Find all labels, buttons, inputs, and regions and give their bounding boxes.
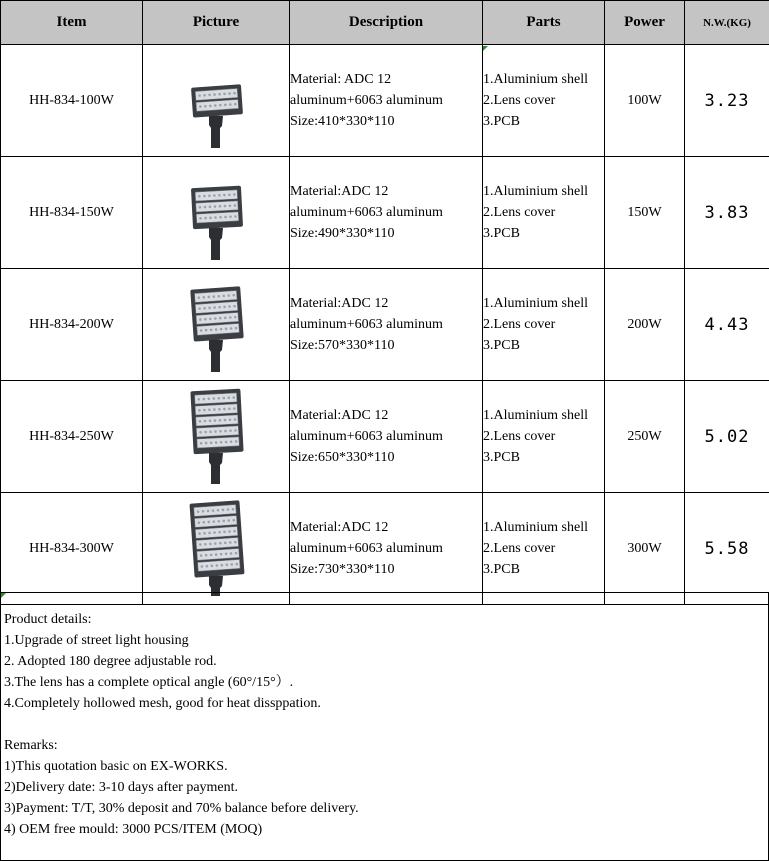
product-picture (143, 157, 290, 269)
product-picture (143, 493, 290, 605)
parts-line: 1.Aluminium shell (483, 408, 588, 423)
item-code: HH-834-250W (1, 381, 143, 493)
parts-line: 2.Lens cover (483, 93, 556, 108)
remarks-item: 4) OEM free mould: 3000 PCS/ITEM (MOQ) (4, 822, 263, 837)
header-parts: Parts (483, 1, 605, 45)
parts-line: 2.Lens cover (483, 429, 556, 444)
header-net-weight: N.W.(KG) (685, 1, 769, 45)
description-line: Material:ADC 12 (290, 408, 389, 423)
description-line: Size:730*330*110 (290, 562, 395, 577)
details-item: 2. Adopted 180 degree adjustable rod. (4, 654, 217, 669)
led-street-light-icon (176, 500, 256, 598)
parts-line: 1.Aluminium shell (483, 72, 588, 87)
net-weight-value: 3.23 (685, 45, 769, 157)
description-cell (290, 157, 483, 269)
parts-cell (483, 381, 605, 493)
table-row (1, 269, 769, 381)
parts-line: 3.PCB (483, 338, 520, 353)
parts-line: 3.PCB (483, 562, 520, 577)
remarks-item: 3)Payment: T/T, 30% deposit and 70% balance before delivery. (4, 801, 359, 816)
parts-cell (483, 45, 605, 157)
parts-line: 1.Aluminium shell (483, 296, 588, 311)
description-line: aluminum+6063 aluminum (290, 429, 443, 444)
description-line: Size:490*330*110 (290, 226, 395, 241)
comment-indicator (1, 593, 6, 598)
parts-cell (483, 157, 605, 269)
table-row (1, 493, 769, 605)
header-power: Power (605, 1, 685, 45)
led-street-light-icon (176, 276, 256, 374)
description-line: Material:ADC 12 (290, 296, 389, 311)
product-picture (143, 269, 290, 381)
table-header-row (1, 1, 769, 45)
power-value: 100W (605, 45, 685, 157)
table-row (1, 45, 769, 157)
description-line: Size:650*330*110 (290, 450, 395, 465)
product-picture (143, 381, 290, 493)
details-item: 1.Upgrade of street light housing (4, 633, 189, 648)
parts-cell (483, 269, 605, 381)
description-line: Size:410*330*110 (290, 114, 395, 129)
description-line: Material:ADC 12 (290, 520, 389, 535)
header-picture: Picture (143, 1, 290, 45)
parts-line: 1.Aluminium shell (483, 520, 588, 535)
header-item: Item (1, 1, 143, 45)
led-street-light-icon (176, 164, 256, 262)
description-cell (290, 381, 483, 493)
net-weight-value: 5.02 (685, 381, 769, 493)
notes-box (0, 592, 769, 861)
description-cell (290, 45, 483, 157)
item-code: HH-834-100W (1, 45, 143, 157)
parts-line: 1.Aluminium shell (483, 184, 588, 199)
table-row (1, 157, 769, 269)
description-line: Material: ADC 12 (290, 72, 392, 87)
details-heading: Product details: (4, 612, 92, 627)
details-item: 4.Completely hollowed mesh, good for heat dissppation. (4, 696, 321, 711)
table-row (1, 381, 769, 493)
product-picture (143, 45, 290, 157)
description-line: aluminum+6063 aluminum (290, 205, 443, 220)
power-value: 150W (605, 157, 685, 269)
description-cell (290, 493, 483, 605)
remarks-item: 1)This quotation basic on EX-WORKS. (4, 759, 228, 774)
net-weight-value: 4.43 (685, 269, 769, 381)
description-line: aluminum+6063 aluminum (290, 93, 443, 108)
parts-line: 2.Lens cover (483, 317, 556, 332)
parts-line: 2.Lens cover (483, 205, 556, 220)
net-weight-value: 5.58 (685, 493, 769, 605)
description-line: Size:570*330*110 (290, 338, 395, 353)
description-line: aluminum+6063 aluminum (290, 541, 443, 556)
parts-line: 3.PCB (483, 226, 520, 241)
remarks-item: 2)Delivery date: 3-10 days after payment. (4, 780, 239, 795)
item-code: HH-834-300W (1, 493, 143, 605)
parts-cell (483, 493, 605, 605)
power-value: 250W (605, 381, 685, 493)
power-value: 300W (605, 493, 685, 605)
item-code: HH-834-200W (1, 269, 143, 381)
header-description: Description (290, 1, 483, 45)
parts-line: 3.PCB (483, 450, 520, 465)
led-street-light-icon (176, 388, 256, 486)
parts-line: 2.Lens cover (483, 541, 556, 556)
led-street-light-icon (176, 52, 256, 150)
description-cell (290, 269, 483, 381)
table-body (1, 45, 769, 605)
net-weight-value: 3.83 (685, 157, 769, 269)
description-line: Material:ADC 12 (290, 184, 389, 199)
details-item: 3.The lens has a complete optical angle (60°/15°）. (4, 675, 294, 690)
remarks-heading: Remarks: (4, 738, 58, 753)
comment-indicator (483, 46, 488, 51)
item-code: HH-834-150W (1, 157, 143, 269)
parts-line: 3.PCB (483, 114, 520, 129)
power-value: 200W (605, 269, 685, 381)
description-line: aluminum+6063 aluminum (290, 317, 443, 332)
